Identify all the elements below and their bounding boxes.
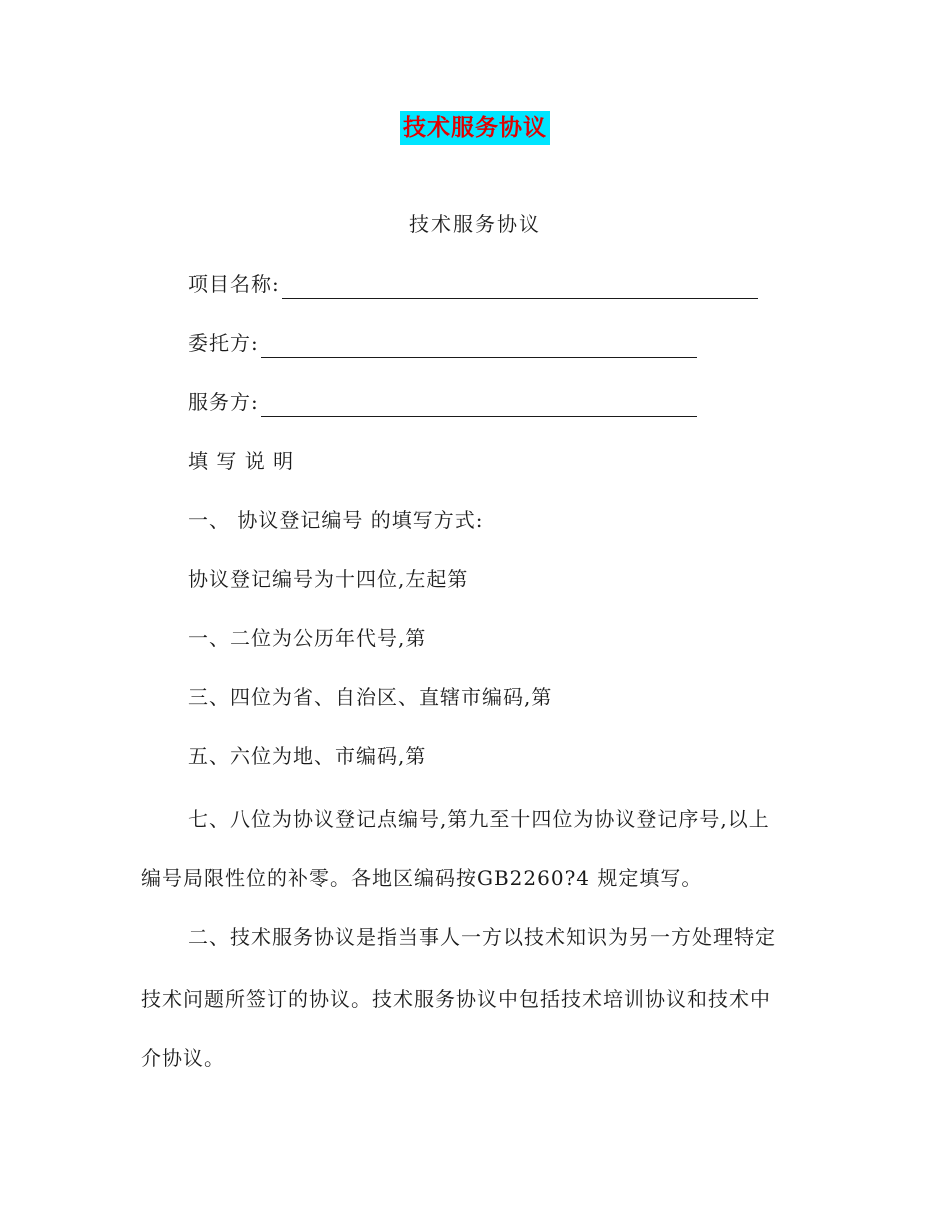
paragraph-6-line-1: 七、八位为协议登记点编号,第九至十四位为协议登记序号,以上 <box>188 807 770 831</box>
provider-label: 服务方: <box>188 390 259 414</box>
project-name-blank[interactable] <box>282 276 758 299</box>
provider-row <box>188 387 697 417</box>
document-subtitle: 技术服务协议 <box>409 212 541 236</box>
paragraph-2: 协议登记编号为十四位,左起第 <box>188 567 469 591</box>
paragraph-4: 三、四位为省、自治区、直辖市编码,第 <box>188 685 553 709</box>
client-row <box>188 328 697 358</box>
client-blank[interactable] <box>261 335 697 358</box>
paragraph-7-line-3: 介协议。 <box>141 1046 225 1070</box>
highlighted-title: 技术服务协议 <box>400 111 550 145</box>
document-title <box>0 111 950 146</box>
project-name-row <box>188 269 758 299</box>
paragraph-6-line-2: 编号局限性位的补零。各地区编码按GB2260?4 规定填写。 <box>141 866 703 890</box>
paragraph-5: 五、六位为地、市编码,第 <box>188 744 427 768</box>
client-label: 委托方: <box>188 331 259 355</box>
provider-blank[interactable] <box>261 394 697 417</box>
paragraph-3: 一、二位为公历年代号,第 <box>188 626 427 650</box>
project-name-label: 项目名称: <box>188 272 280 296</box>
paragraph-7-line-1: 二、技术服务协议是指当事人一方以技术知识为另一方处理特定 <box>188 925 776 949</box>
instructions-heading: 填 写 说 明 <box>188 449 295 473</box>
paragraph-1: 一、 协议登记编号 的填写方式: <box>188 508 484 532</box>
paragraph-7-line-2: 技术问题所签订的协议。技术服务协议中包括技术培训协议和技术中 <box>141 987 771 1011</box>
